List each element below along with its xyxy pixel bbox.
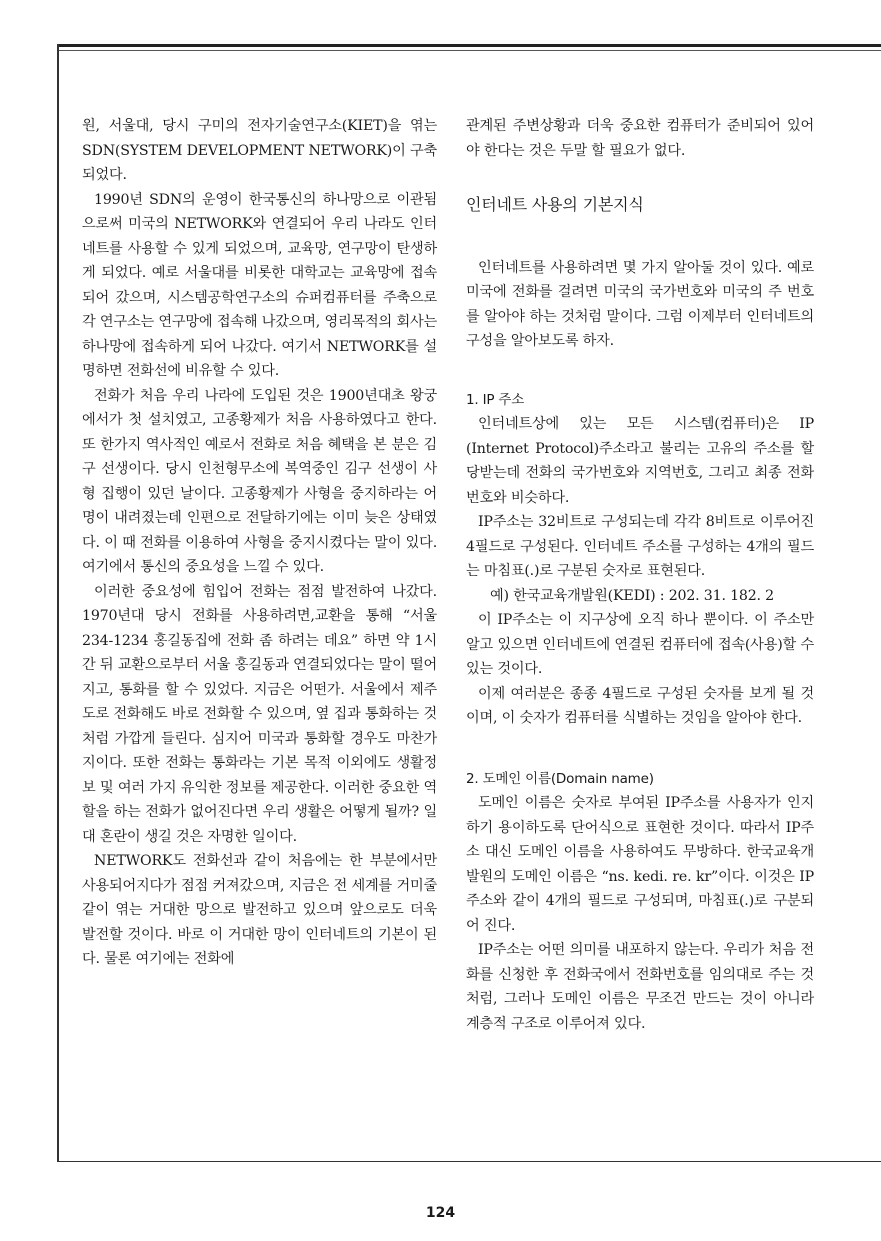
- section-heading: 인터네트 사용의 기본지식: [466, 195, 644, 214]
- right-column: [466, 114, 814, 1036]
- left-column: [82, 114, 437, 972]
- paragraph: 1990년 SDN의 운영이 한국통신의 하나망으로 이관됨으로써 미국의 NETWORK와 연결되어 우리 나라도 인터네트를 사용할 수 있게 되었으며, 교육망, 연구망이 탄생하게 되었다. 예로 서울대를 비롯한 대학교는 교육망에 접속되어 갔으며, 시스템공학연구소의 슈퍼컴퓨터를 주축으로 각 연구소는 연구망에 접속해 나갔으며, 영리목적의 회사는 하나망에 접속하게 되어 나갔다. 여기서 NETWORK를 설명하면 전화선에 비유할 수 있다.: [82, 191, 437, 379]
- paragraph: 도메인 이름은 숫자로 부여된 IP주소를 사용자가 인지하기 용이하도록 단어식으로 표현한 것이다. 따라서 IP주소 대신 도메인 이름을 사용하여도 무방하다. 한국교육개발원의 도메인 이름은 “ns. kedi. re. kr”이다. 이것은 IP주소와 같이 4개의 필드로 구성되며, 마침표(.)로 구분되어 진다.: [466, 795, 814, 934]
- paragraph: 원, 서울대, 당시 구미의 전자기술연구소(KIET)을 엮는 SDN(SYSTEM DEVELOPMENT NETWORK)이 구축되었다.: [82, 118, 437, 183]
- bottom-rule: [57, 1161, 881, 1162]
- paragraph: 인터네트상에 있는 모든 시스템(컴퓨터)은 IP (Internet Protocol)주소라고 불리는 고유의 주소를 할당받는데 전화의 국가번호와 지역번호, 그리고 최종 전화번호와 비슷하다.: [466, 416, 814, 506]
- paragraph: 이러한 중요성에 힘입어 전화는 점점 발전하여 나갔다. 1970년대 당시 전화를 사용하려면,교환을 통해 “서울 234-1234 홍길동집에 전화 좀 하려는 데요” 하면 약 1시간 뒤 교환으로부터 서울 홍길동과 연결되었다는 말이 떨어지고, 통화를 할 수 있었다. 지금은 어떤가. 서울에서 제주도로 전화해도 바로 전화할 수 있으며, 옆 집과 통화하는 것처럼 가깝게 들린다. 심지어 미국과 통화할 경우도 마찬가지이다. 또한 전화는 통화라는 기본 목적 이외에도 생활정보 및 여러 가지 유익한 정보를 제공한다. 이러한 중요한 역할을 하는 전화가 없어진다면 우리 생활은 어떻게 될까? 일대 혼란이 생길 것은 자명한 일이다.: [82, 583, 437, 845]
- paragraph: IP주소는 32비트로 구성되는데 각각 8비트로 이루어진 4필드로 구성된다. 인터네트 주소를 구성하는 4개의 필드는 마침표(.)로 구분된 숫자로 표현된다.: [466, 514, 814, 579]
- example-line: 예) 한국교육개발원(KEDI) : 202. 31. 182. 2: [490, 587, 774, 604]
- page-number: 124: [425, 1205, 456, 1221]
- paragraph: 인터네트를 사용하려면 몇 가지 알아둘 것이 있다. 예로 미국에 전화를 걸려면 미국의 국가번호와 미국의 주 번호를 알아야 하는 것처럼 말이다. 그럼 이제부터 인터네트의 구성을 알아보도록 하자.: [466, 259, 814, 349]
- left-rule: [57, 44, 59, 1162]
- top-rule-thin: [57, 50, 881, 51]
- paragraph: IP주소는 어떤 의미를 내포하지 않는다. 우리가 처음 전화를 신청한 후 전화국에서 전화번호를 임의대로 주는 것처럼, 그러나 도메인 이름은 무조건 만드는 것이 아니라 계층적 구조로 이루어져 있다.: [466, 942, 814, 1032]
- subsection-heading: 1. IP 주소: [466, 391, 525, 408]
- top-rule: [57, 44, 881, 47]
- paragraph: 이제 여러분은 종종 4필드로 구성된 숫자를 보게 될 것이며, 이 숫자가 컴퓨터를 식별하는 것임을 알아야 한다.: [466, 685, 814, 726]
- paragraph: NETWORK도 전화선과 같이 처음에는 한 부분에서만 사용되어지다가 점점 커져갔으며, 지금은 전 세계를 거미줄같이 엮는 거대한 망으로 발전하고 있으며 앞으로도 더욱 발전할 것이다. 바로 이 거대한 망이 인터네트의 기본이 된다. 물론 여기에는 전화에: [82, 853, 437, 967]
- paragraph: 이 IP주소는 이 지구상에 오직 하나 뿐이다. 이 주소만 알고 있으면 인터네트에 연결된 컴퓨터에 접속(사용)할 수 있는 것이다.: [466, 612, 814, 677]
- subsection-heading: 2. 도메인 이름(Domain name): [466, 770, 654, 787]
- paragraph: 전화가 처음 우리 나라에 도입된 것은 1900년대초 왕궁에서가 첫 설치였고, 고종황제가 처음 사용하였다고 한다. 또 한가지 역사적인 예로서 전화로 처음 혜택을 본 분은 김구 선생이다. 당시 인천형무소에 복역중인 김구 선생이 사형 집행이 있던 날이다. 고종황제가 사형을 중지하라는 어명이 내려졌는데 인편으로 전달하기에는 이미 늦은 상태였다. 이 때 전화를 이용하여 사형을 중지시켰다는 말이 있다. 여기에서 통신의 중요성을 느낄 수 있다.: [82, 387, 437, 575]
- paragraph: 관계된 주변상황과 더욱 중요한 컴퓨터가 준비되어 있어야 한다는 것은 두말 할 필요가 없다.: [466, 118, 814, 159]
